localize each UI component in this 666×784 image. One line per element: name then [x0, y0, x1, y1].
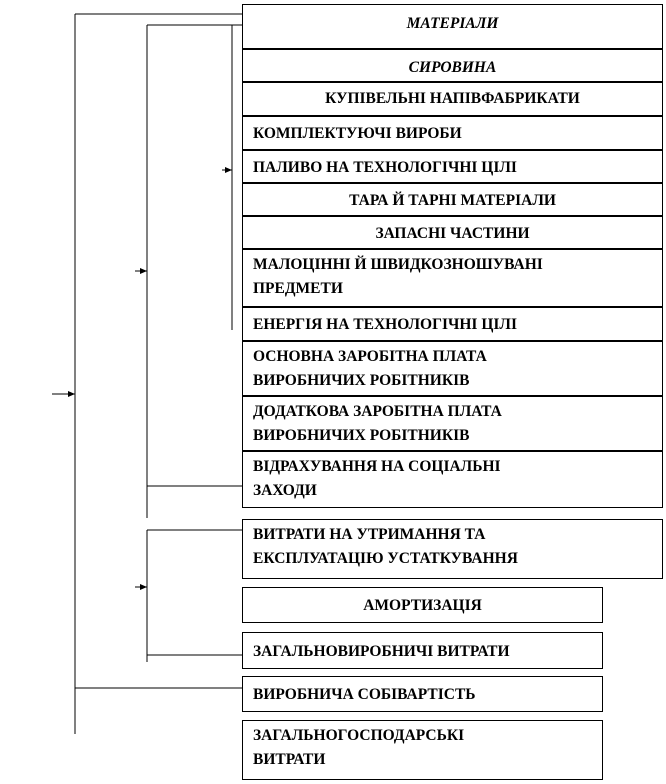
box-label: ЕКСПЛУАТАЦІЮ УСТАТКУВАННЯ: [253, 550, 518, 567]
box-additional-wage: [242, 396, 663, 451]
box-label: ПРЕДМЕТИ: [253, 280, 343, 297]
box-amortization: [242, 587, 603, 623]
box-social-contributions: [242, 451, 663, 508]
box-label: ДОДАТКОВА ЗАРОБІТНА ПЛАТА: [253, 403, 502, 420]
box-production-cost: [242, 676, 603, 712]
box-label: ВИРОБНИЧИХ РОБІТНИКІВ: [253, 427, 470, 444]
box-materials: [242, 4, 663, 49]
box-raw-materials: [242, 49, 663, 82]
box-label: АМОРТИЗАЦІЯ: [363, 597, 482, 614]
box-label: ВИРОБНИЧА СОБІВАРТІСТЬ: [253, 686, 476, 703]
box-label: СИРОВИНА: [408, 59, 497, 76]
box-low-value-items: [242, 249, 663, 307]
box-overhead: [242, 632, 603, 669]
box-equipment-costs: [242, 519, 663, 579]
box-energy: [242, 307, 663, 341]
box-tare: [242, 183, 663, 216]
box-basic-wage: [242, 341, 663, 396]
box-label: ЗАГАЛЬНОВИРОБНИЧІ ВИТРАТИ: [253, 643, 510, 660]
box-label: ВИТРАТИ: [253, 751, 326, 768]
box-label: ПАЛИВО НА ТЕХНОЛОГІЧНІ ЦІЛІ: [253, 159, 517, 176]
box-label: ВІДРАХУВАННЯ НА СОЦІАЛЬНІ: [253, 458, 501, 475]
box-label: ТАРА Й ТАРНІ МАТЕРІАЛИ: [349, 192, 556, 209]
box-label: КОМПЛЕКТУЮЧІ ВИРОБИ: [253, 125, 462, 142]
box-semi-finished: [242, 82, 663, 116]
box-fuel: [242, 150, 663, 183]
box-administrative-costs: [242, 720, 603, 780]
box-label: КУПІВЕЛЬНІ НАПІВФАБРИКАТИ: [325, 90, 580, 107]
box-label: ЗАГАЛЬНОГОСПОДАРСЬКІ: [253, 727, 465, 744]
box-label: МАЛОЦІННІ Й ШВИДКОЗНОШУВАНІ: [253, 256, 543, 273]
box-label: ВИТРАТИ НА УТРИМАННЯ ТА: [253, 526, 486, 543]
box-spare-parts: [242, 216, 663, 249]
box-label: ЕНЕРГІЯ НА ТЕХНОЛОГІЧНІ ЦІЛІ: [253, 316, 518, 333]
box-label: ВИРОБНИЧИХ РОБІТНИКІВ: [253, 372, 470, 389]
box-components: [242, 116, 663, 150]
box-label: МАТЕРІАЛИ: [406, 15, 499, 32]
box-label: ЗАПАСНІ ЧАСТИНИ: [375, 225, 530, 242]
box-label: ОСНОВНА ЗАРОБІТНА ПЛАТА: [253, 348, 487, 365]
box-label: ЗАХОДИ: [253, 482, 317, 499]
